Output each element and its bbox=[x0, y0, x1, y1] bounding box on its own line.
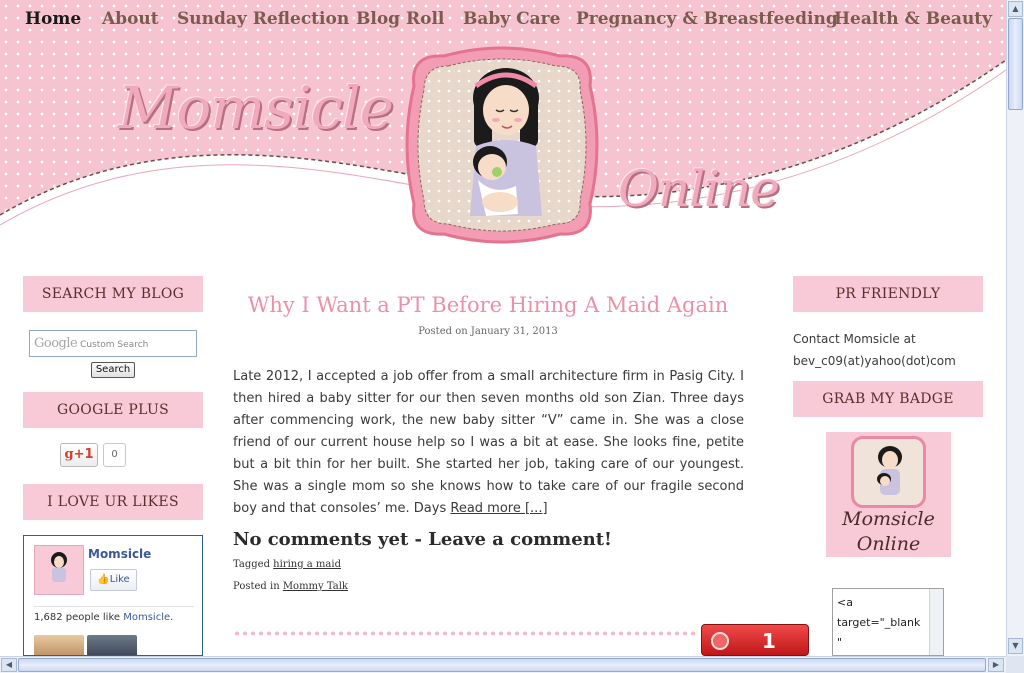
facebook-like-count bbox=[34, 612, 173, 623]
mom-and-baby-logo-icon[interactable] bbox=[404, 46, 600, 244]
scroll-right-icon[interactable]: ▶ bbox=[988, 658, 1004, 672]
search-button[interactable]: Search bbox=[91, 362, 135, 378]
horizontal-scrollbar[interactable] bbox=[0, 656, 1006, 673]
horizontal-scroll-thumb[interactable] bbox=[18, 658, 986, 672]
post-tags bbox=[233, 559, 341, 570]
logo-text-online[interactable]: Online bbox=[618, 160, 779, 218]
likes-widget-title: I LOVE UR LIKES bbox=[23, 484, 203, 520]
contact-email: bev_c09(at)yahoo(dot)com bbox=[793, 354, 956, 368]
like-label: Like bbox=[109, 574, 130, 585]
textarea-scrollbar[interactable] bbox=[929, 589, 943, 655]
post-category bbox=[233, 581, 348, 592]
nav-item-health-beauty[interactable]: Health & Beauty bbox=[834, 9, 993, 29]
share-counter-widget[interactable] bbox=[701, 624, 809, 656]
pr-friendly-widget-title: PR FRIENDLY bbox=[793, 276, 983, 312]
google-plus-widget-title: GOOGLE PLUS bbox=[23, 392, 203, 428]
badge-card bbox=[851, 436, 926, 508]
scroll-down-icon[interactable]: ▼ bbox=[1008, 638, 1023, 654]
code-line: <a bbox=[837, 596, 853, 609]
thumbs-up-icon: 👍 bbox=[97, 574, 110, 585]
google-brand-label: Google bbox=[34, 336, 78, 351]
facebook-like-button[interactable] bbox=[90, 569, 137, 591]
vertical-scrollbar[interactable] bbox=[1006, 0, 1024, 656]
scrollbar-corner bbox=[1006, 656, 1024, 673]
share-count: 1 bbox=[762, 629, 776, 653]
top-navigation bbox=[0, 0, 1006, 40]
google-plus-one-button[interactable] bbox=[60, 443, 98, 467]
badge-text-online: Online bbox=[856, 533, 921, 555]
contact-line: Contact Momsicle at bbox=[793, 332, 916, 346]
nav-item-blog-roll[interactable]: Blog Roll bbox=[356, 9, 445, 29]
nav-item-home[interactable]: Home bbox=[25, 9, 82, 29]
nav-item-pregnancy-breastfeeding[interactable]: Pregnancy & Breastfeeding bbox=[576, 9, 838, 29]
fan-avatar[interactable] bbox=[34, 635, 84, 656]
site-header bbox=[0, 0, 1006, 250]
facebook-page-avatar[interactable] bbox=[34, 545, 84, 595]
like-count-prefix: 1,682 people like bbox=[34, 612, 124, 623]
comments-heading[interactable]: No comments yet - Leave a comment! bbox=[233, 529, 612, 550]
google-plus-icon: g bbox=[64, 447, 74, 462]
badge-code-textarea[interactable] bbox=[832, 588, 944, 656]
search-input[interactable] bbox=[29, 330, 197, 357]
code-line: target="_blank bbox=[837, 616, 921, 629]
nav-item-sunday-reflection[interactable]: Sunday Reflection bbox=[177, 9, 350, 29]
logo-text-momsicle[interactable]: Momsicle bbox=[118, 74, 393, 142]
badge-widget-title: GRAB MY BADGE bbox=[793, 381, 983, 417]
nav-item-baby-care[interactable]: Baby Care bbox=[463, 9, 561, 29]
category-link[interactable]: Mommy Talk bbox=[282, 581, 348, 592]
code-line: " bbox=[837, 636, 843, 649]
tagged-label: Tagged bbox=[233, 559, 274, 570]
like-count-suffix: . bbox=[170, 612, 174, 623]
tag-link[interactable]: hiring a maid bbox=[273, 559, 341, 570]
contact-info bbox=[793, 328, 983, 372]
post-divider bbox=[233, 630, 699, 637]
search-widget-title: SEARCH MY BLOG bbox=[23, 276, 203, 312]
read-more-link[interactable]: Read more [...] bbox=[450, 501, 548, 516]
fan-avatar[interactable] bbox=[87, 635, 137, 656]
posted-in-label: Posted in bbox=[233, 581, 283, 592]
search-placeholder: Custom Search bbox=[80, 340, 149, 350]
like-count-page-link[interactable]: Momsicle bbox=[123, 612, 171, 623]
facebook-like-box bbox=[23, 535, 203, 656]
vertical-scroll-thumb[interactable] bbox=[1008, 18, 1023, 110]
nav-item-about[interactable]: About bbox=[102, 9, 159, 29]
scroll-up-icon[interactable]: ▲ bbox=[1008, 1, 1023, 17]
post-date: Posted on January 31, 2013 bbox=[418, 326, 558, 337]
badge-text-momsicle: Momsicle bbox=[842, 508, 935, 530]
scroll-left-icon[interactable]: ◀ bbox=[1, 658, 17, 672]
divider bbox=[34, 606, 194, 607]
blog-badge-image[interactable] bbox=[826, 432, 951, 557]
facebook-page-name[interactable]: Momsicle bbox=[88, 547, 152, 561]
plus-one-label: +1 bbox=[73, 447, 94, 462]
post-excerpt-text: Late 2012, I accepted a job offer from a small architecture firm in Pasig City. I then hired a baby sitter for our then seven months old son Zian. Three days after commencing work, the new baby sitter “V” came in. She was a close friend of our current house help so I was a bit at ease. She looks fine, petite but a bit thin for her built. She started her job, taking care of our youngest. She was a single mom so she knows how to take care of our fragile second boy and that consoles’ me. Days bbox=[233, 369, 744, 516]
post-title[interactable]: Why I Want a PT Before Hiring A Maid Again bbox=[247, 293, 729, 317]
google-plus-count: 0 bbox=[103, 443, 126, 467]
post-excerpt bbox=[233, 366, 744, 520]
share-icon bbox=[711, 632, 729, 650]
